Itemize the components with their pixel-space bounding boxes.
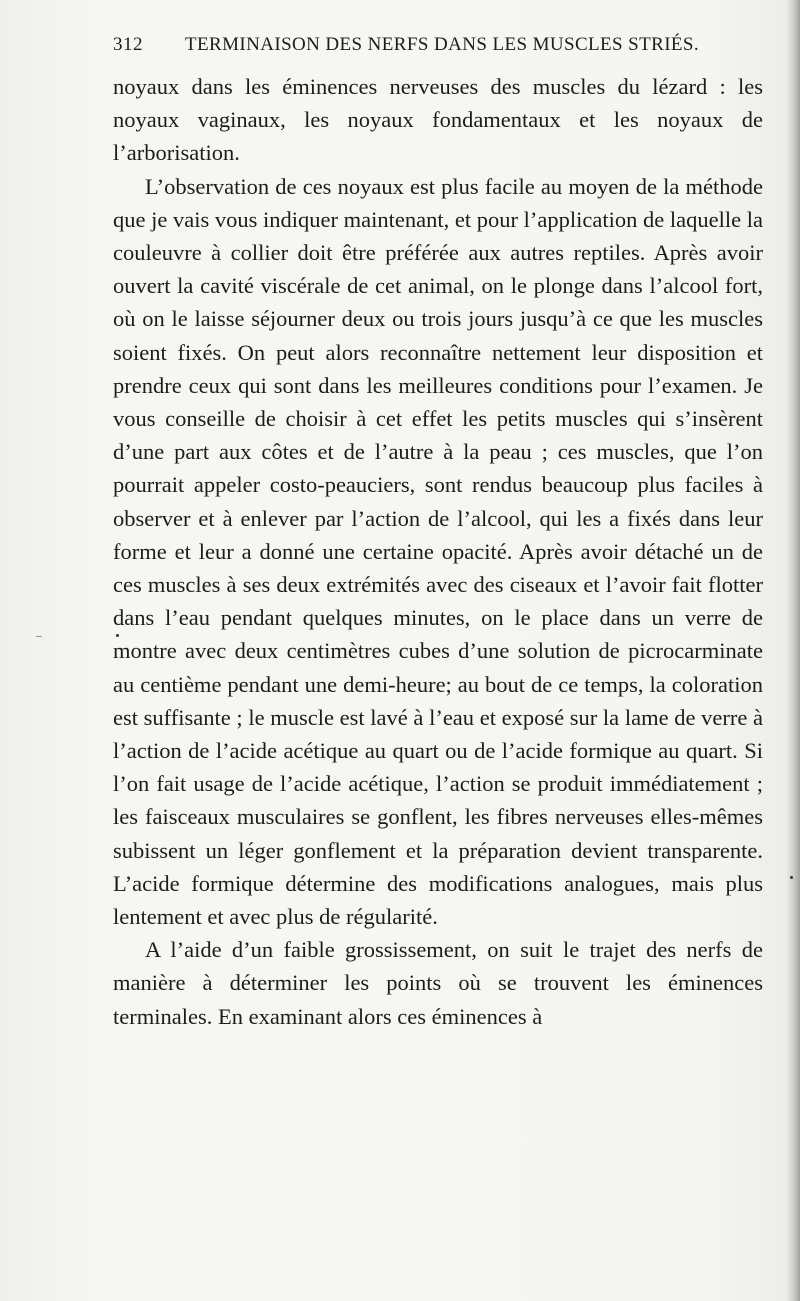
paragraph-observation: A l’aide d’un faible grossissement, on suit le trajet des nerfs de manière à déterminer les points où se trouvent les éminences terminales. En examinant alors ces éminences à	[113, 937, 763, 1029]
running-header	[113, 34, 700, 64]
paragraph-method: L’observation de ces noyaux est plus facile au moyen de la méthode que je vais vous indiquer maintenant, et pour l’application de laquelle la couleuvre à collier doit être préférée aux autres reptiles. Après avoir ouvert la cavité viscérale de cet animal, on le plonge dans l’alcool fort, où on le laisse séjourner deux ou trois jours jusqu’à ce que les muscles soient fixés. On peut alors reconnaître nettement leur disposition et prendre ceux qui sont dans les meilleures conditions pour l’examen. Je vous conseille de choisir à cet effet les petits muscles qui s’insèrent d’une part aux côtes et de l’autre à la peau ; ces muscles, que l’on pourrait appeler costo-peauciers, sont rendus beaucoup plus faciles à observer et à enlever par l’action de l’alcool, qui les a fixés dans leur forme et leur a donné une certaine opacité. Après avoir détaché un de ces muscles à ses deux extrémités avec des ciseaux et l’avoir fait flotter dans l’eau pendant quelques minutes, on le place dans un verre de montre avec deux centimètres cubes d’une solution de picrocarminate au centième pendant une demi-heure; au bout de ce temps, la coloration est suffisante ; le muscle est lavé à l’eau et exposé sur la lame de verre à l’action de l’acide acétique au quart ou de l’acide formique au quart. Si l’on fait usage de l’acide acétique, l’action se produit immédiatement ; les faisceaux musculaires se gonflent, les fibres nerveuses elles-mêmes subissent un léger gonflement et la préparation devient transparente. L’acide formique détermine des modifications analogues, mais plus lentement et avec plus de régularité.	[113, 173, 763, 930]
running-title: TERMINAISON DES NERFS DANS LES MUSCLES STRIÉS.	[185, 34, 700, 55]
page-number: 312	[113, 34, 143, 55]
print-speck	[116, 634, 119, 637]
page-gutter-shadow	[786, 0, 800, 1301]
print-speck	[36, 636, 42, 637]
body-text	[113, 70, 763, 1033]
print-speck	[790, 876, 793, 879]
paragraph-continuation: noyaux dans les éminences nerveuses des muscles du lézard : les noyaux vaginaux, les noyaux fondamentaux et les noyaux de l’arborisation.	[113, 74, 763, 166]
